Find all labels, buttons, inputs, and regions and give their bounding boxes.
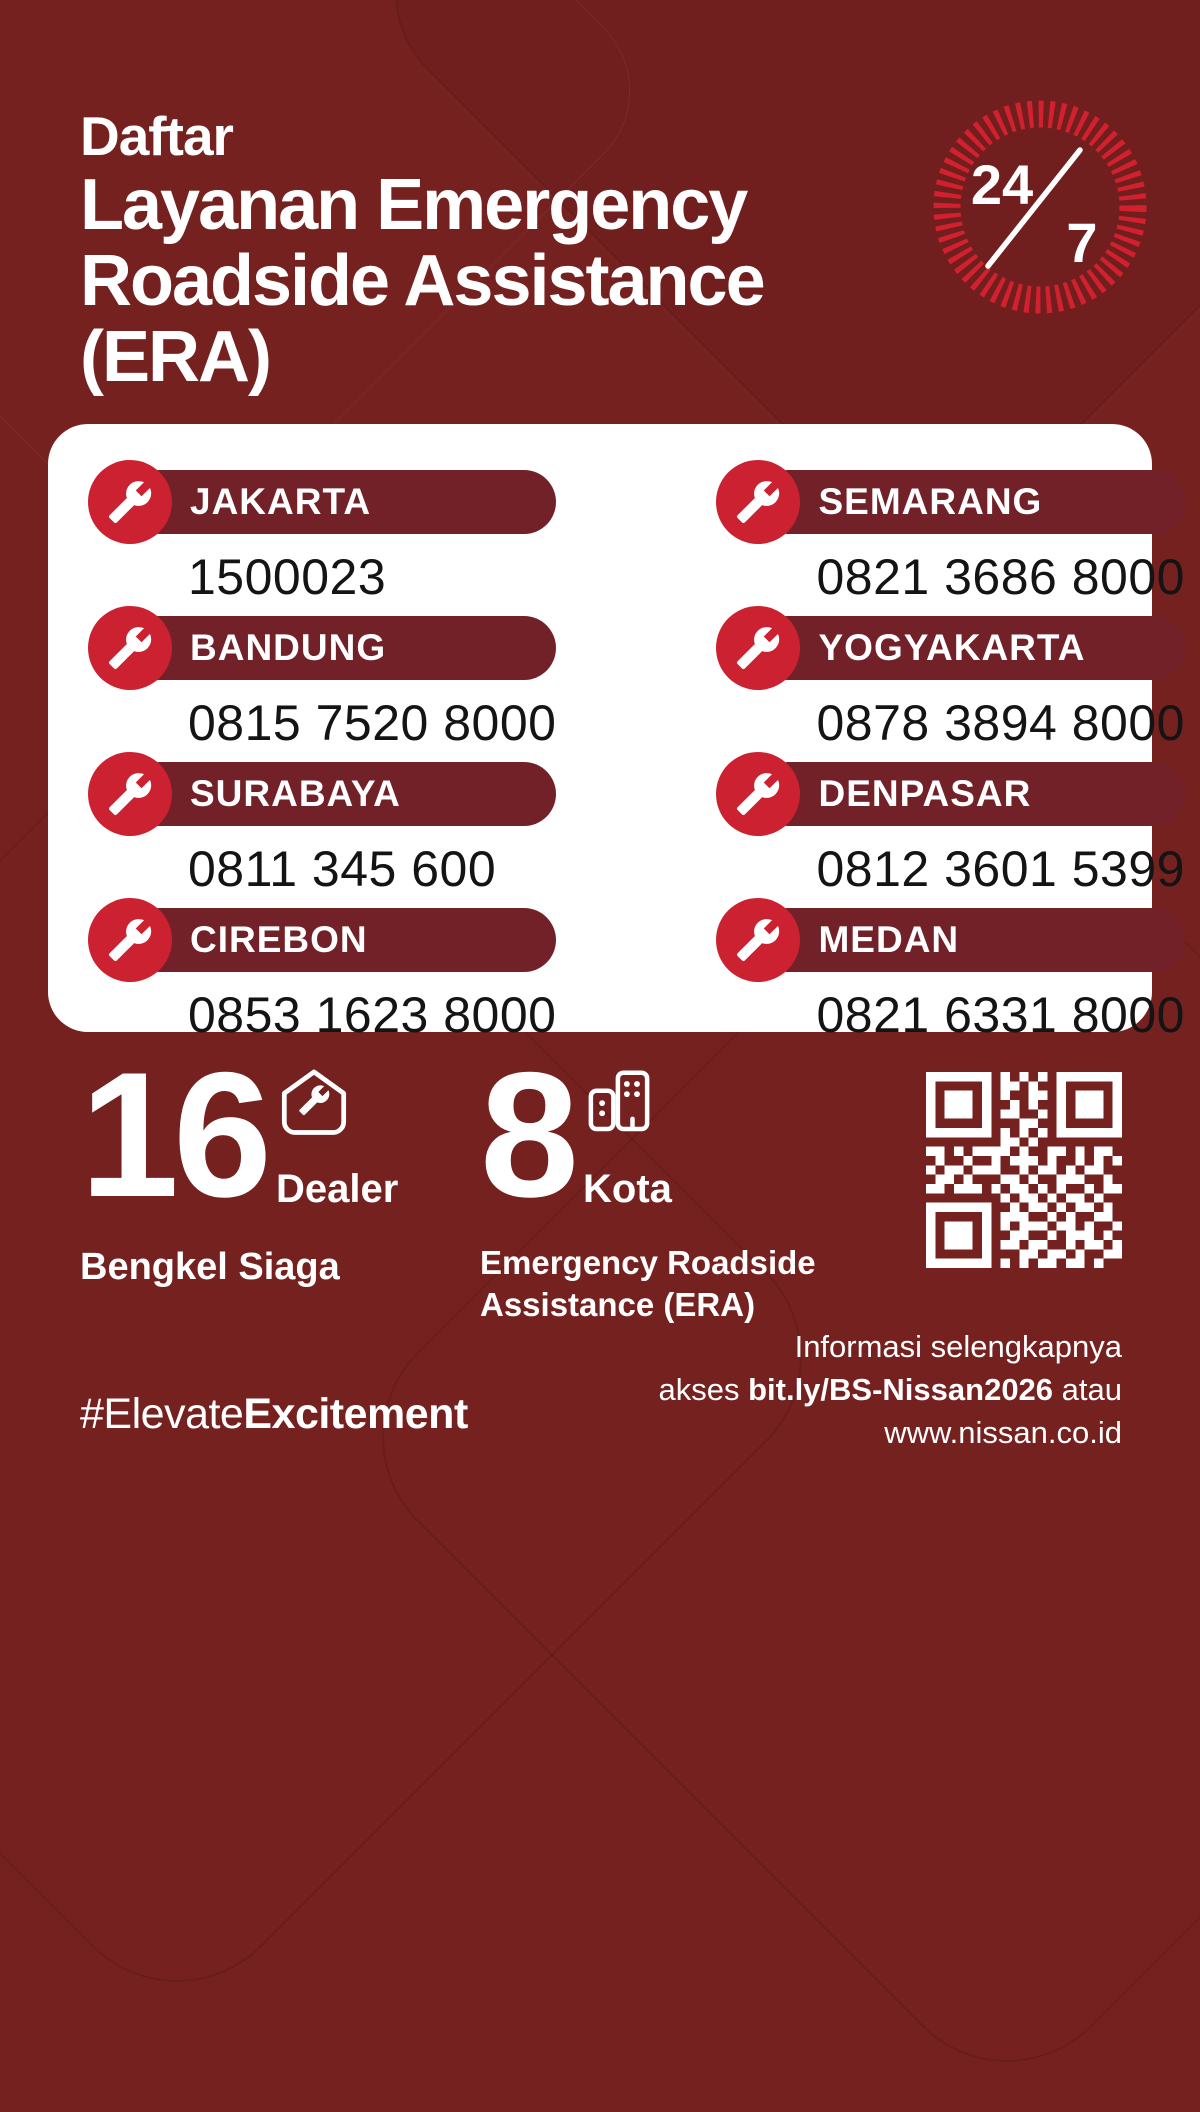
city-pill xyxy=(756,470,1184,534)
era-entry-denpasar xyxy=(716,752,1184,898)
wrench-icon xyxy=(716,752,800,836)
dealer-count: 16 xyxy=(80,1035,266,1234)
phone-number: 0811 345 600 xyxy=(188,841,497,897)
phone-number: 0812 3601 5399 xyxy=(816,841,1185,897)
hashtag-regular: #Elevate xyxy=(80,1390,244,1438)
city-pill xyxy=(128,616,556,680)
city-label: JAKARTA xyxy=(190,481,372,522)
info-text xyxy=(658,1326,1122,1454)
era-entry-medan xyxy=(716,898,1184,1044)
info-link: bit.ly/BS-Nissan2026 xyxy=(748,1371,1054,1407)
hashtag xyxy=(80,1390,468,1439)
phone-number: 1500023 xyxy=(188,549,387,605)
wrench-icon xyxy=(88,752,172,836)
city-pill xyxy=(128,470,556,534)
city-label: MEDAN xyxy=(818,919,960,960)
city-label: CIREBON xyxy=(190,919,368,960)
city-label: DENPASAR xyxy=(818,773,1032,814)
wrench-icon xyxy=(716,460,800,544)
stat-cities xyxy=(480,1035,900,1326)
era-caption xyxy=(480,1242,900,1326)
wrench-icon xyxy=(716,606,800,690)
city-pill xyxy=(756,762,1184,826)
info-line-3: www.nissan.co.id xyxy=(884,1414,1122,1450)
phone-number: 0853 1623 8000 xyxy=(188,987,557,1043)
buildings-icon xyxy=(583,1066,655,1138)
badge-24-7 xyxy=(925,92,1155,322)
era-card xyxy=(48,424,1185,1043)
city-count: 8 xyxy=(480,1035,573,1234)
qr-code xyxy=(926,1072,1122,1268)
era-entry-yogyakarta xyxy=(716,606,1184,752)
info-line-2: akses bit.ly/BS-Nissan2026 atau xyxy=(658,1371,1122,1407)
wrench-icon xyxy=(88,460,172,544)
wrench-icon xyxy=(88,606,172,690)
phone-number: 0815 7520 8000 xyxy=(188,695,557,751)
stats-row xyxy=(80,1035,1122,1326)
hashtag-bold: Excitement xyxy=(243,1390,468,1438)
wrench-icon xyxy=(716,898,800,982)
dealer-label: Dealer xyxy=(276,1167,399,1211)
city-label: SURABAYA xyxy=(190,773,401,814)
wrench-icon xyxy=(88,898,172,982)
city-label: SEMARANG xyxy=(818,481,1043,522)
page-header xyxy=(80,106,764,395)
page-title-line-3: (ERA) xyxy=(80,316,270,397)
page-title-line-2: Roadside Assistance xyxy=(80,240,764,321)
info-line-1: Informasi selengkapnya xyxy=(794,1329,1122,1364)
dealer-home-wrench-icon xyxy=(276,1066,352,1142)
badge-7-text: 7 xyxy=(1066,211,1098,274)
phone-number: 0878 3894 8000 xyxy=(816,695,1185,751)
phone-number: 0821 6331 8000 xyxy=(816,987,1185,1043)
dealer-caption: Bengkel Siaga xyxy=(80,1246,340,1288)
city-pill xyxy=(756,908,1184,972)
city-label: BANDUNG xyxy=(190,627,387,668)
page-title-line-1: Layanan Emergency xyxy=(80,164,747,245)
era-caption-line-2: Assistance (ERA) xyxy=(480,1285,756,1323)
era-entry-bandung xyxy=(88,606,556,752)
badge-24-text: 24 xyxy=(970,153,1034,216)
era-entry-jakarta xyxy=(88,460,556,606)
era-caption-line-1: Emergency Roadside xyxy=(480,1244,816,1281)
city-pill xyxy=(128,908,556,972)
phone-number: 0821 3686 8000 xyxy=(816,549,1185,605)
stat-dealers xyxy=(80,1035,480,1289)
era-entry-cirebon xyxy=(88,898,556,1044)
era-entry-semarang xyxy=(716,460,1184,606)
city-label: YOGYAKARTA xyxy=(818,627,1086,668)
kota-label: Kota xyxy=(583,1167,672,1211)
city-pill xyxy=(756,616,1184,680)
city-pill xyxy=(128,762,556,826)
header-kicker: Daftar xyxy=(80,105,233,167)
era-entry-surabaya xyxy=(88,752,556,898)
